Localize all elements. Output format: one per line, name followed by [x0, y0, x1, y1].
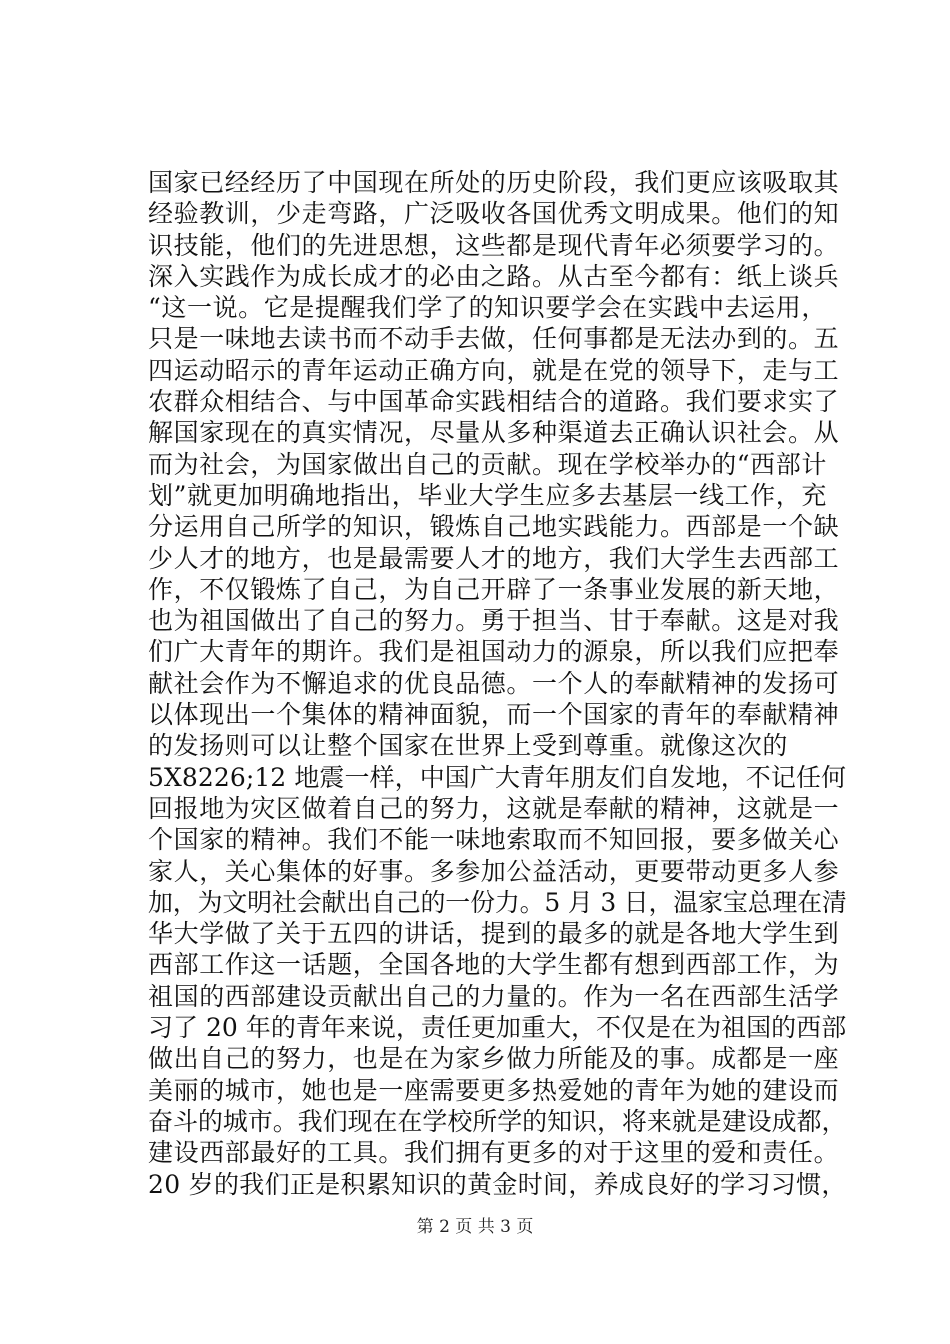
text-line: 建设西部最好的工具。我们拥有更多的对于这里的爱和责任。 [148, 1138, 840, 1168]
text-line: 西部工作这一话题，全国各地的大学生都有想到西部工作，为 [148, 950, 840, 980]
text-line: 奋斗的城市。我们现在在学校所学的知识，将来就是建设成都， [148, 1106, 847, 1136]
text-line: 深入实践作为成长成才的必由之路。从古至今都有：纸上谈兵 [148, 261, 840, 291]
text-line: 只是一味地去读书而不动手去做，任何事都是无法办到的。五 [148, 324, 840, 354]
text-line: 的发扬则可以让整个国家在世界上受到尊重。就像这次的 [148, 731, 789, 761]
text-line: 分运用自己所学的知识，锻炼自己地实践能力。西部是一个缺 [148, 512, 840, 542]
text-line: 家人，关心集体的好事。多参加公益活动，更要带动更多人参 [148, 856, 840, 886]
text-line: 经验教训，少走弯路，广泛吸收各国优秀文明成果。他们的知 [148, 199, 840, 229]
text-line: 华大学做了关于五四的讲话，提到的最多的就是各地大学生到 [148, 919, 840, 949]
text-line: 5X8226;12 地震一样，中国广大青年朋友们自发地，不记任何 [148, 762, 847, 792]
text-line: 个国家的精神。我们不能一味地索取而不知回报，要多做关心 [148, 825, 840, 855]
text-line: 做出自己的努力，也是在为家乡做力所能及的事。成都是一座 [148, 1044, 840, 1074]
text-line: 回报地为灾区做着自己的努力，这就是奉献的精神，这就是一 [148, 793, 840, 823]
text-line: 四运动昭示的青年运动正确方向，就是在党的领导下，走与工 [148, 355, 840, 385]
page-footer: 第 2 页 共 3 页 [416, 1217, 534, 1237]
text-line: 国家已经经历了中国现在所处的历史阶段，我们更应该吸取其 [148, 168, 840, 197]
text-line: 美丽的城市，她也是一座需要更多热爱她的青年为她的建设而 [148, 1075, 840, 1105]
text-line: 以体现出一个集体的精神面貌，而一个国家的青年的奉献精神 [148, 700, 840, 730]
text-line: 习了 20 年的青年来说，责任更加重大，不仅是在为祖国的西部 [148, 1013, 847, 1043]
text-line: 祖国的西部建设贡献出自己的力量的。作为一名在西部生活学 [148, 981, 840, 1011]
text-line: 解国家现在的真实情况，尽量从多种渠道去正确认识社会。从 [148, 418, 840, 448]
text-line: 而为社会，为国家做出自己的贡献。现在学校举办的“西部计 [148, 449, 827, 479]
text-line: 也为祖国做出了自己的努力。勇于担当、甘于奉献。这是对我 [148, 606, 840, 636]
text-line: 献社会作为不懈追求的优良品德。一个人的奉献精神的发扬可 [148, 668, 840, 698]
text-line: 农群众相结合、与中国革命实践相结合的道路。我们要求实了 [148, 387, 840, 417]
text-line: 20 岁的我们正是积累知识的黄金时间，养成良好的学习习惯， [148, 1169, 847, 1199]
text-line: 少人才的地方，也是最需要人才的地方，我们大学生去西部工 [148, 543, 840, 573]
text-line: 识技能，他们的先进思想，这些都是现代青年必须要学习的。 [148, 230, 840, 260]
body-text [148, 167, 848, 1200]
text-line: 加，为文明社会献出自己的一份力。5 月 3 日，温家宝总理在清 [148, 887, 847, 917]
text-line: 作，不仅锻炼了自己，为自己开辟了一条事业发展的新天地， [148, 574, 840, 604]
text-line: 们广大青年的期许。我们是祖国动力的源泉，所以我们应把奉 [148, 637, 840, 667]
text-line: “这一说。它是提醒我们学了的知识要学会在实践中去运用， [148, 293, 827, 323]
text-line: 划”就更加明确地指出，毕业大学生应多去基层一线工作，充 [148, 480, 827, 510]
